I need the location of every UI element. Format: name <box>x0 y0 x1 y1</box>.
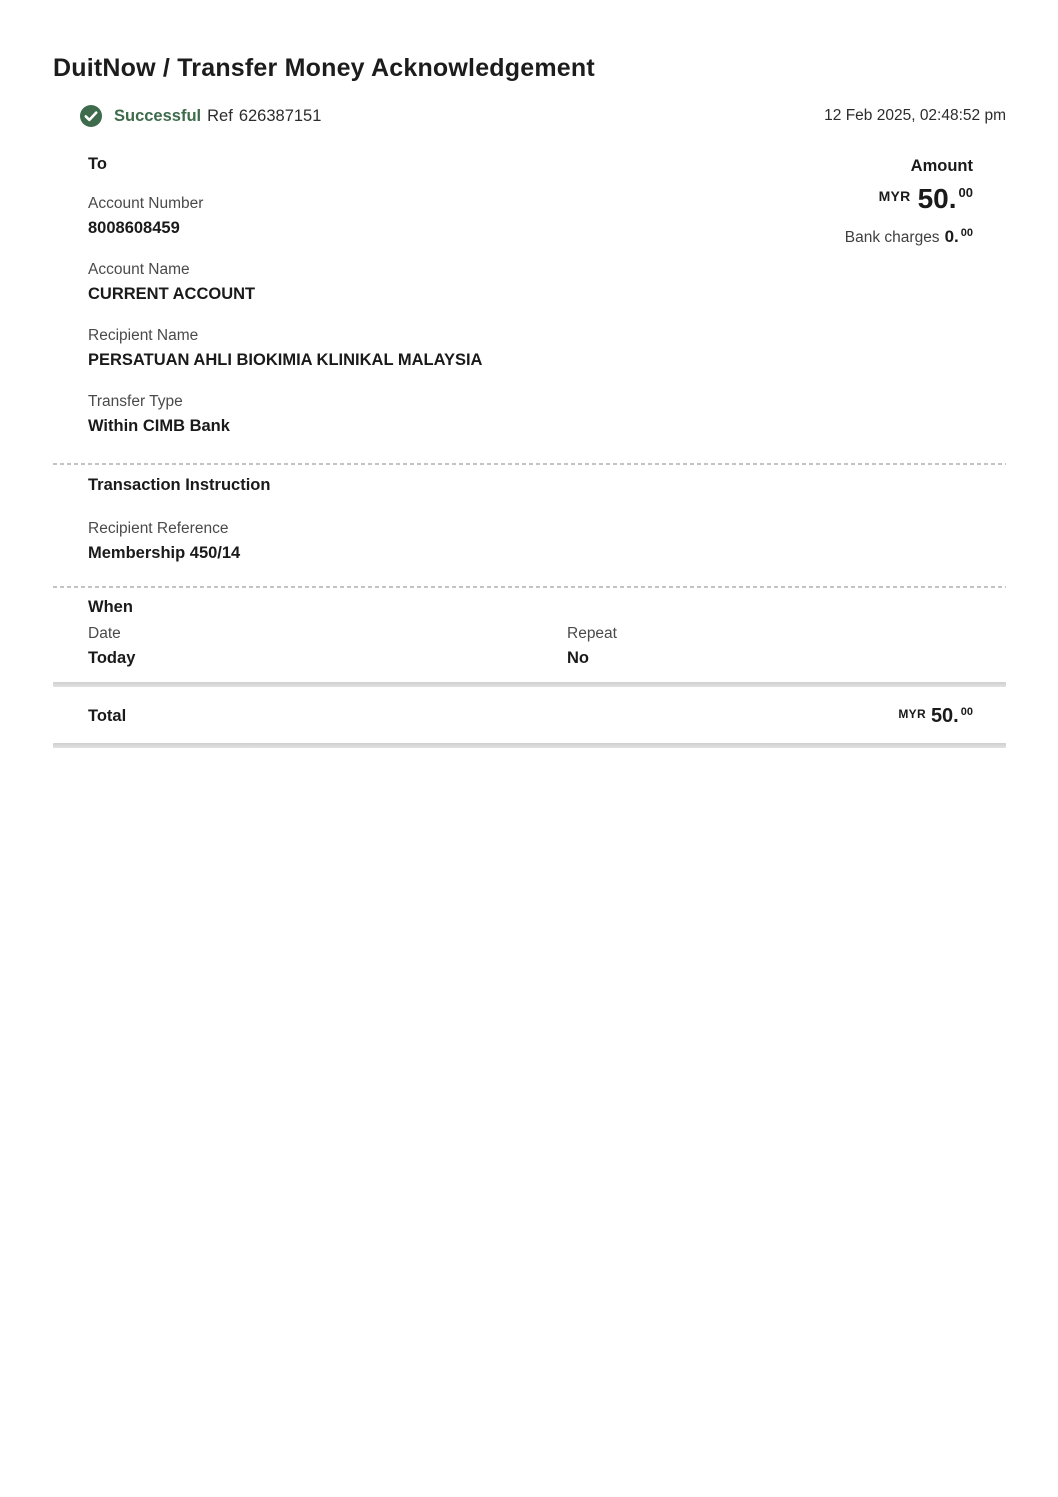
account-number-label: Account Number <box>88 195 204 212</box>
when-grid <box>88 622 1006 670</box>
bank-charges-cents: 00 <box>960 227 973 239</box>
bank-charges-major: 0. <box>944 227 959 246</box>
success-check-icon <box>79 104 103 128</box>
transfer-type-label: Transfer Type <box>88 393 183 410</box>
when-section <box>53 588 1006 670</box>
transfer-type-field <box>88 392 482 438</box>
recipient-reference-label: Recipient Reference <box>88 520 229 537</box>
transaction-instruction-section <box>53 465 1006 565</box>
transaction-instruction-heading: Transaction Instruction <box>88 476 271 494</box>
total-currency: MYR <box>898 706 926 721</box>
when-heading: When <box>88 598 133 616</box>
date-label: Date <box>88 625 121 642</box>
recipient-name-field <box>88 326 482 372</box>
page-title: DuitNow / Transfer Money Acknowledgement <box>53 54 595 82</box>
bank-charges-label: Bank charges <box>844 229 940 246</box>
total-cents: 00 <box>960 705 973 718</box>
account-name-label: Account Name <box>88 261 190 278</box>
repeat-label: Repeat <box>567 625 617 642</box>
recipient-reference-value: Membership 450/14 <box>88 544 241 562</box>
transfer-details <box>53 155 1006 438</box>
recipient-reference-field <box>88 519 1006 565</box>
recipient-section-heading: To <box>88 155 107 173</box>
total-row <box>53 687 1006 728</box>
amount-cents: 00 <box>958 185 973 200</box>
amount-section <box>845 155 1006 247</box>
total-bottom-rule <box>53 743 1006 748</box>
amount-heading: Amount <box>910 157 973 175</box>
amount-currency: MYR <box>878 188 911 204</box>
total-major: 50. <box>930 704 959 727</box>
account-name-value: CURRENT ACCOUNT <box>88 285 256 303</box>
status-label: Successful <box>114 106 202 125</box>
date-value: Today <box>88 649 136 667</box>
total-label: Total <box>88 706 127 725</box>
recipient-name-value: PERSATUAN AHLI BIOKIMIA KLINIKAL MALAYSIA <box>88 351 483 369</box>
recipient-name-label: Recipient Name <box>88 327 199 344</box>
amount-value <box>845 183 973 215</box>
status-row <box>53 104 1006 128</box>
amount-major: 50. <box>917 183 957 214</box>
account-name-field <box>88 260 482 306</box>
acknowledgement-page <box>0 0 1058 748</box>
transfer-type-value: Within CIMB Bank <box>88 417 230 435</box>
account-number-field <box>88 194 482 240</box>
status-summary <box>79 104 321 128</box>
repeat-value: No <box>567 649 589 667</box>
account-number-value: 8008608459 <box>88 219 180 237</box>
total-amount <box>898 705 973 728</box>
transaction-timestamp: 12 Feb 2025, 02:48:52 pm <box>824 107 1006 124</box>
recipient-section <box>53 155 482 438</box>
bank-charges-row <box>845 227 973 247</box>
reference-label: Ref <box>207 106 233 125</box>
reference-number: 626387151 <box>238 106 322 125</box>
